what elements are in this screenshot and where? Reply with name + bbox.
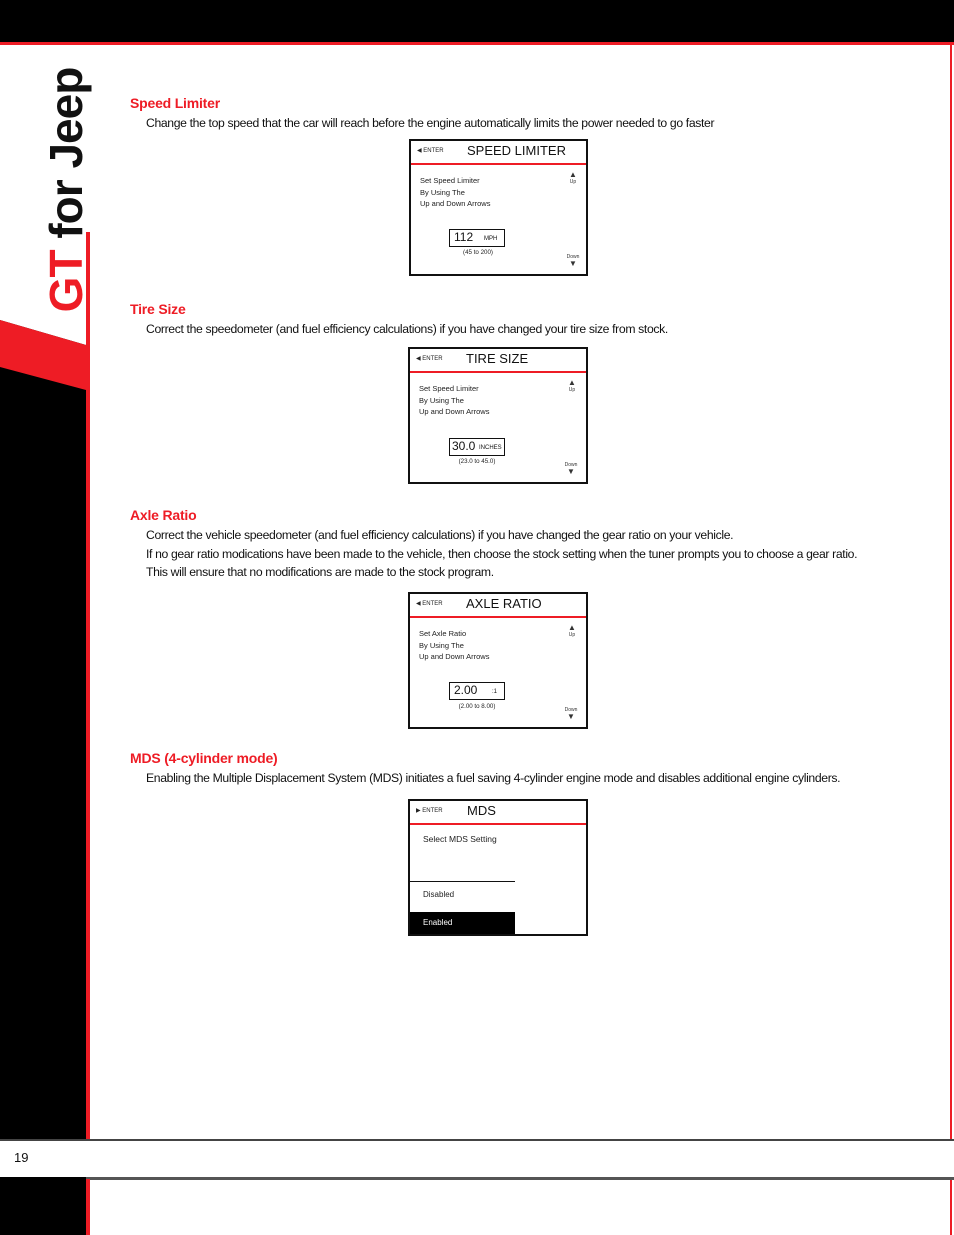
enter-indicator [417,147,444,154]
instruction-line: Set Speed Limiter [420,176,480,185]
unit: :1 [492,689,498,695]
section-title-mds: MDS (4-cylinder mode) [130,750,278,766]
section-text-tire-size: Correct the speedometer (and fuel efficiency calculations) if you have changed your tire size from stock. [146,322,668,336]
screen-header [411,141,586,165]
right-arrow-icon: ▶ [416,808,421,814]
paragraph-line: Correct the vehicle speedometer (and fuel efficiency calculations) if you have changed the gear ratio on your vehicle. [146,528,734,542]
range-label: (2.00 to 8.00) [458,703,496,710]
screen-title: AXLE RATIO [466,596,542,611]
next-page-red-edge [86,1179,90,1235]
unit: MPH [484,236,498,242]
instruction-line: Up and Down Arrows [419,407,490,416]
tire-size-screen [408,347,588,484]
next-page-top-line [86,1177,954,1180]
enter-label: ENTER [422,601,443,607]
next-page-right-border [950,1180,952,1235]
enter-indicator [416,355,443,362]
up-arrow-icon: ▲ [568,623,576,632]
section-text-mds: Enabling the Multiple Displacement System (MDS) initiates a fuel saving 4-cylinder engine mode and disables additional engine cylinders. [146,771,841,785]
enter-label: ENTER [422,356,443,362]
value-field [449,229,505,247]
value: 2.00 [454,683,478,697]
mds-prompt: Select MDS Setting [423,834,497,844]
mds-option-enabled[interactable]: Enabled [410,912,515,934]
range-label: (23.0 to 45.0) [458,458,496,465]
screen-header [410,594,586,618]
brand-gt: GT [40,250,92,313]
option-divider [410,881,515,882]
value: 30.0 [452,439,476,453]
down-label: Down [564,707,578,713]
next-page-edge [0,1177,954,1235]
down-label: Down [566,254,580,260]
screen-title: TIRE SIZE [466,351,529,366]
instruction-line: Up and Down Arrows [419,652,490,661]
value-field [449,682,505,700]
enter-label: ENTER [423,148,444,154]
down-control [561,462,581,476]
instruction-line: By Using The [419,395,464,405]
section-text-speed-limiter: Change the top speed that the car will reach before the engine automatically limits the power needed to go faster [146,116,715,130]
left-arrow-icon: ◀ [416,356,421,362]
section-title-speed-limiter: Speed Limiter [130,95,220,111]
section-text-axle-ratio [146,526,871,582]
down-control [563,254,583,268]
up-control [565,171,581,185]
unit: INCHES [479,445,502,451]
up-label: Up [568,387,576,393]
screen-instructions [420,175,490,210]
up-arrow-icon: ▲ [568,378,576,387]
down-arrow-icon: ▼ [567,467,575,476]
screen-header [410,349,586,373]
speed-limiter-screen [409,139,588,276]
left-arrow-icon: ◀ [416,601,421,607]
instruction-line: Set Axle Ratio [419,629,467,638]
down-label: Down [564,462,578,468]
left-arrow-icon: ◀ [417,148,422,154]
page-number: 19 [14,1150,29,1165]
screen-header [410,801,586,825]
screen-instructions [419,628,489,663]
mds-screen [408,799,588,936]
brand-title [38,40,94,340]
mds-option-disabled[interactable]: Disabled [423,890,455,899]
up-arrow-icon: ▲ [569,170,577,179]
up-control [564,379,580,393]
section-title-axle-ratio: Axle Ratio [130,507,197,523]
paragraph-line: If no gear ratio modications have been made to the vehicle, then choose the stock setting when the tuner prompts you to choose a gear ratio. This will ensure that no modifications are made to the stock program. [146,546,858,579]
up-label: Up [568,632,576,638]
enter-label: ENTER [422,808,443,814]
up-label: Up [569,179,577,185]
enter-indicator [416,807,443,814]
brand-rest: for Jeep [40,67,92,251]
up-control [564,624,580,638]
next-page-black-band [0,1177,86,1235]
enter-indicator [416,600,443,607]
range-label: (45 to 200) [463,249,493,256]
down-control [561,707,581,721]
footer-line [0,1139,954,1141]
value: 112 [454,230,474,244]
instruction-line: By Using The [420,187,465,197]
down-arrow-icon: ▼ [567,712,575,721]
section-title-tire-size: Tire Size [130,301,186,317]
instruction-line: Set Speed Limiter [419,384,479,393]
screen-instructions [419,383,489,418]
value-field [449,438,505,456]
down-arrow-icon: ▼ [569,259,577,268]
instruction-line: Up and Down Arrows [420,199,491,208]
screen-title: SPEED LIMITER [467,143,566,158]
axle-ratio-screen [408,592,588,729]
screen-title: MDS [467,803,496,818]
instruction-line: By Using The [419,640,464,650]
